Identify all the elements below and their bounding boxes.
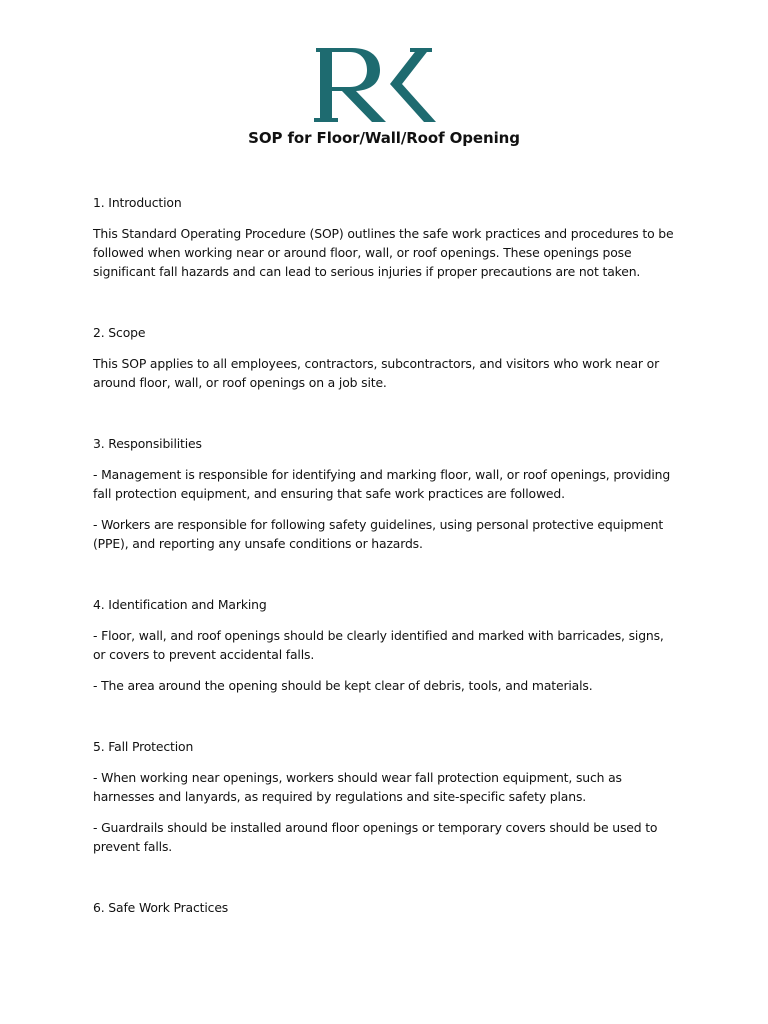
paragraph: This SOP applies to all employees, contractors, subcontractors, and visitors who work near or around floor, wall, or roof openings on a job site. <box>93 356 660 390</box>
section-heading: 1. Introduction <box>93 195 182 210</box>
logo-rk-mark <box>314 48 436 122</box>
document-title: SOP for Floor/Wall/Roof Opening <box>248 129 520 147</box>
paragraph: - Workers are responsible for following safety guidelines, using personal protective equipment (PPE), and reporting any unsafe conditions or hazards. <box>93 517 664 551</box>
section-heading: 5. Fall Protection <box>93 739 194 754</box>
section-identification-marking <box>93 595 678 695</box>
document-body <box>93 193 678 929</box>
section-responsibilities <box>93 434 678 553</box>
paragraph: This Standard Operating Procedure (SOP) outlines the safe work practices and procedures to be followed when working near or around floor, wall, or roof openings. These openings pose significant fall hazards and can lead to serious injuries if proper precautions are not taken. <box>93 226 674 279</box>
paragraph: - When working near openings, workers should wear fall protection equipment, such as harnesses and lanyards, as required by regulations and site-specific safety plans. <box>93 770 622 804</box>
paragraph: - Management is responsible for identifying and marking floor, wall, or roof openings, providing fall protection equipment, and ensuring that safe work practices are followed. <box>93 467 671 501</box>
section-heading: 4. Identification and Marking <box>93 597 267 612</box>
section-scope <box>93 323 678 392</box>
section-heading: 2. Scope <box>93 325 146 340</box>
paragraph: - Floor, wall, and roof openings should be clearly identified and marked with barricades, signs, or covers to prevent accidental falls. <box>93 628 664 662</box>
paragraph: - The area around the opening should be kept clear of debris, tools, and materials. <box>93 678 593 693</box>
paragraph: - Guardrails should be installed around floor openings or temporary covers should be used to prevent falls. <box>93 820 658 854</box>
company-logo <box>312 44 436 126</box>
section-heading: 6. Safe Work Practices <box>93 900 229 915</box>
section-heading: 3. Responsibilities <box>93 436 202 451</box>
section-safe-work-practices <box>93 898 678 917</box>
section-introduction <box>93 193 678 281</box>
section-fall-protection <box>93 737 678 856</box>
